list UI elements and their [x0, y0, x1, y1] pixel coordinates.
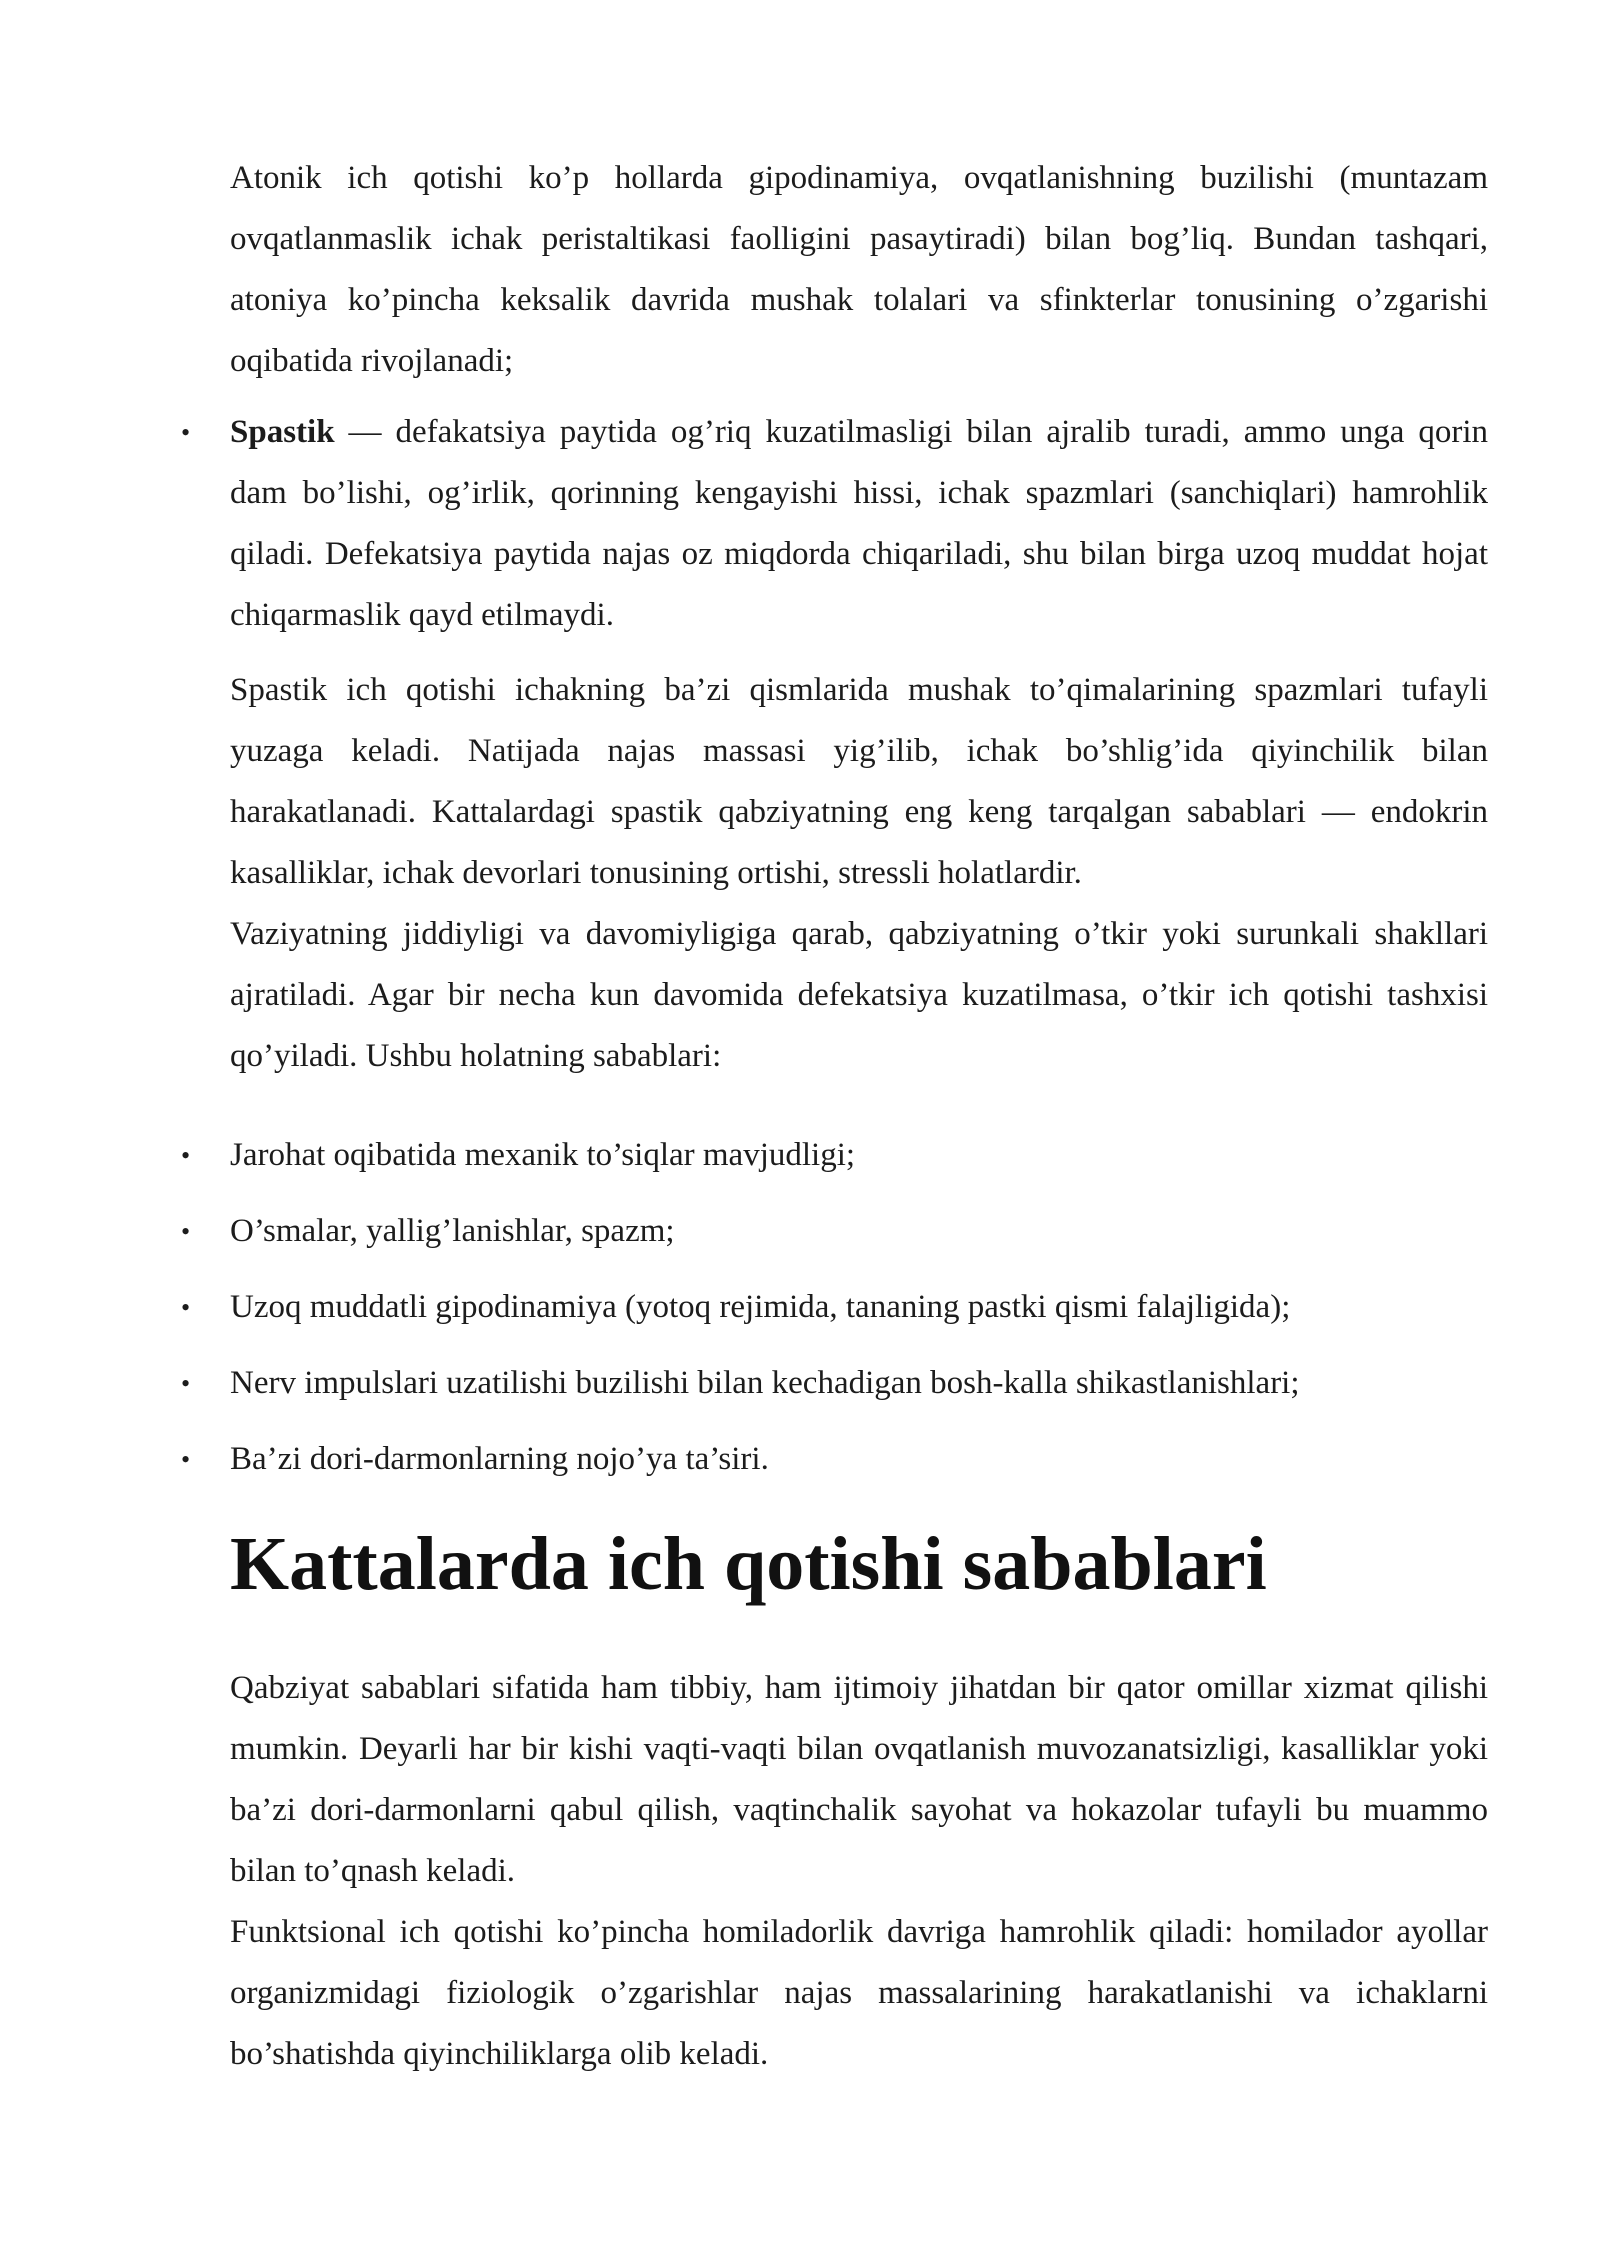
spastik-description: — defakatsiya paytida og’riq kuzatilmasligi bilan ajralib turadi, ammo unga qorin dam bo’lishi, og’irlik, qorinning kengayishi hissi, ichak spazmlari (sanchiqlari) hamrohlik qiladi. Defekatsiya paytida najas oz miqdorda chiqariladi, shu bilan birga uzoq muddat hojat chiqarmaslik qayd etilmaydi.: [230, 414, 1488, 633]
list-item: [181, 1201, 1488, 1262]
spastik-bullet-item: [181, 402, 1488, 646]
bullet-icon: •: [181, 1141, 191, 1170]
list-item: [181, 1277, 1488, 1338]
document-page: [181, 148, 1488, 2085]
causes-list: [181, 1125, 1488, 1490]
spastik-term: Spastik: [230, 414, 335, 450]
cause-text: O’smalar, yallig’lanishlar, spazm;: [230, 1213, 675, 1249]
bullet-icon: •: [181, 1369, 191, 1398]
spastik-paragraph: Spastik ich qotishi ichakning ba’zi qismlarida mushak to’qimalarining spazmlari tufayli yuzaga keladi. Natijada najas massasi yig’ilib, ichak bo’shlig’ida qiyinchilik bilan harakatlanadi. Kattalardagi spastik qabziyatning eng keng tarqalgan sabablari — endokrin kasalliklar, ichak devorlari tonusining ortishi, stressli holatlardir.: [230, 672, 1488, 891]
intro-paragraph: Atonik ich qotishi ko’p hollarda gipodinamiya, ovqatlanishning buzilishi (muntazam ovqatlanmaslik ichak peristaltikasi faolligini pasaytiradi) bilan bog’liq. Bundan tashqari, atoniya ko’pincha keksalik davrida mushak tolalari va sfinkterlar tonusining o’zgarishi oqibatida rivojlanadi;: [230, 160, 1488, 379]
list-item: [181, 1429, 1488, 1490]
cause-text: Nerv impulslari uzatilishi buzilishi bilan kechadigan bosh-kalla shikastlanishlari;: [230, 1365, 1300, 1401]
cause-text: Jarohat oqibatida mexanik to’siqlar mavjudligi;: [230, 1137, 856, 1173]
bullet-icon: •: [181, 1293, 191, 1322]
cause-text: Uzoq muddatli gipodinamiya (yotoq rejimida, tananing pastki qismi falajligida);: [230, 1289, 1291, 1325]
severity-paragraph: Vaziyatning jiddiyligi va davomiyligiga qarab, qabziyatning o’tkir yoki surunkali shakllari ajratiladi. Agar bir necha kun davomida defekatsiya kuzatilmasa, o’tkir ich qotishi tashxisi qo’yiladi. Ushbu holatning sabablari:: [230, 916, 1488, 1074]
list-item: [181, 1125, 1488, 1186]
cause-text: Ba’zi dori-darmonlarning nojo’ya ta’siri.: [230, 1441, 769, 1477]
spastik-list: [181, 402, 1488, 646]
list-item: [181, 1353, 1488, 1414]
section-heading: Kattalarda ich qotishi sabablari: [230, 1522, 1267, 1606]
bullet-icon: •: [181, 1445, 191, 1474]
bullet-icon: •: [181, 1217, 191, 1246]
functional-paragraph: Funktsional ich qotishi ko’pincha homiladorlik davriga hamrohlik qiladi: homilador ayollar organizmidagi fiziologik o’zgarishlar najas massalarining harakatlanishi va ichaklarni bo’shatishda qiyinchiliklarga olib keladi.: [230, 1914, 1488, 2072]
adult-causes-paragraph: Qabziyat sabablari sifatida ham tibbiy, ham ijtimoiy jihatdan bir qator omillar xizmat qilishi mumkin. Deyarli har bir kishi vaqti-vaqti bilan ovqatlanish muvozanatsizligi, kasalliklar yoki ba’zi dori-darmonlarni qabul qilish, vaqtinchalik sayohat va hokazolar tufayli bu muammo bilan to’qnash keladi.: [230, 1670, 1488, 1889]
bullet-icon: •: [181, 418, 191, 447]
